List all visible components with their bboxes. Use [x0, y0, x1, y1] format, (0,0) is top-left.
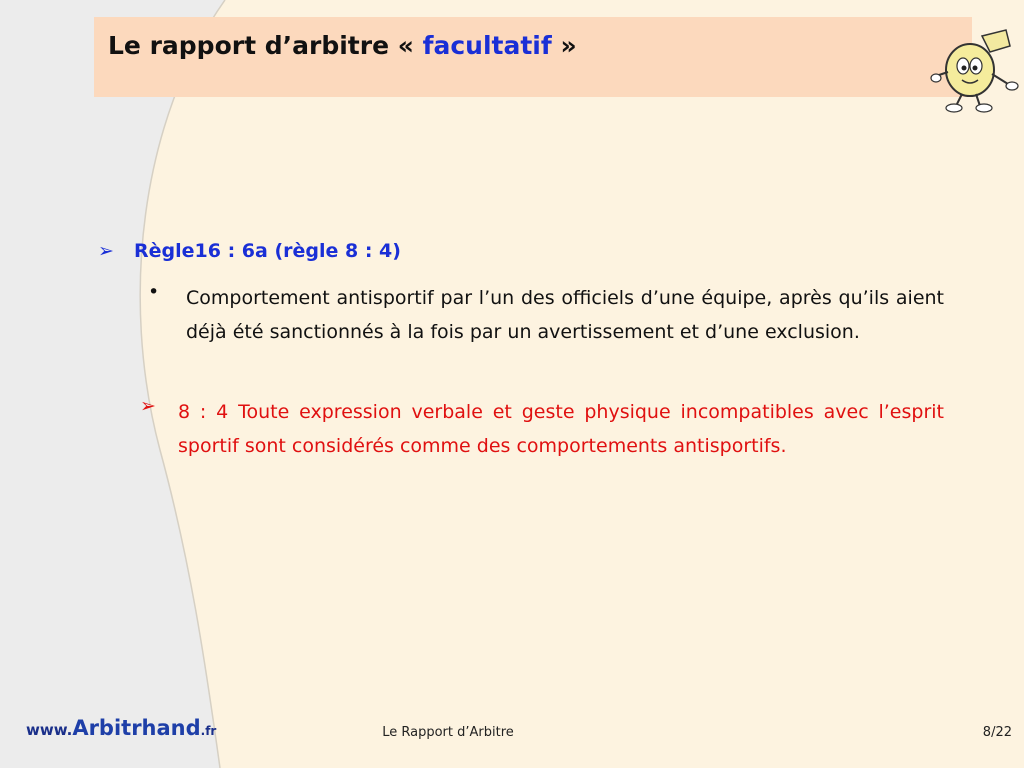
whistle-mascot-icon — [930, 28, 1022, 114]
page-number: 8/22 — [982, 725, 1012, 740]
logo-www: www. — [26, 721, 73, 739]
arrow-bullet-icon: ➢ — [140, 395, 156, 417]
title-prefix: Le rapport d’arbitre « — [108, 31, 423, 60]
rule-heading-line — [98, 240, 401, 262]
arrow-bullet-icon: ➢ — [98, 240, 114, 262]
logo-main: Arbitrhand — [72, 716, 201, 740]
slide-title — [108, 31, 577, 60]
title-band — [94, 17, 972, 97]
footer-title: Le Rapport d’Arbitre — [382, 725, 514, 740]
title-suffix: » — [551, 31, 577, 60]
bullet-text: Comportement antisportif par l’un des officiels d’une équipe, après qu’ils aient déjà été sanctionnés à la fois par un avertissement et d’une exclusion. — [186, 287, 944, 343]
logo-tld: .fr — [200, 724, 217, 738]
rule-heading: Règle16 : 6a (règle 8 : 4) — [134, 240, 401, 262]
rule-8-4-text: 8 : 4 Toute expression verbale et geste physique incompatibles avec l’esprit sportif sont considérés comme des comportements antisportifs. — [178, 401, 944, 457]
site-logo — [26, 716, 216, 740]
bullet-dot-icon: • — [148, 281, 160, 303]
title-accent: facultatif — [422, 31, 552, 60]
